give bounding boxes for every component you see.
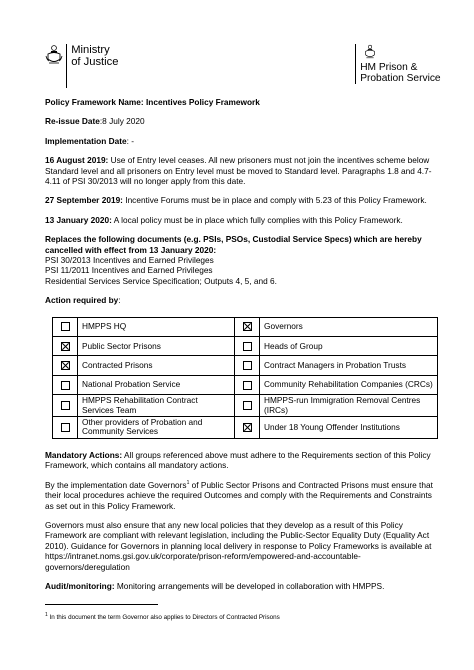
- unchecked-checkbox[interactable]: [61, 322, 70, 331]
- logo-divider: [66, 44, 67, 88]
- recipient-label: Public Sector Prisons: [78, 337, 235, 356]
- policy-name-value: Incentives Policy Framework: [146, 97, 260, 107]
- hmpps-logo-line-1: HM Prison &: [360, 62, 418, 73]
- unchecked-checkbox[interactable]: [243, 381, 252, 390]
- date-text: Incentive Forums must be in place and comply with 5.23 of this Policy Framework.: [125, 195, 427, 206]
- audit-text: Monitoring arrangements will be developed in collaboration with HMPPS.: [114, 580, 385, 591]
- checkbox-cell: [235, 375, 260, 394]
- replaced-document: PSI 11/2011 Incentives and Earned Privileges: [45, 265, 213, 276]
- replaces-heading: Replaces the following documents (e.g. PSIs, PSOs, Custodial Service Specs) which are hereby cancelled with effect from 13 January 2020:: [45, 234, 422, 255]
- action-table-row: [53, 395, 438, 417]
- checkbox-cell: [53, 417, 78, 439]
- action-table-row: [53, 375, 438, 394]
- moj-logo-line-1: Ministry: [71, 44, 110, 56]
- action-required-table: [52, 317, 438, 439]
- reissue-value: :8 July 2020: [99, 116, 145, 127]
- recipient-label: Heads of Group: [260, 337, 438, 356]
- checkbox-cell: [53, 356, 78, 375]
- checked-checkbox[interactable]: [61, 361, 70, 370]
- checkbox-cell: [235, 317, 260, 336]
- action-table-row: [53, 417, 438, 439]
- recipient-label: HMPPS HQ: [78, 317, 235, 336]
- checkbox-cell: [53, 317, 78, 336]
- recipient-label: Contract Managers in Probation Trusts: [260, 356, 438, 375]
- date-entry: [45, 155, 437, 186]
- royal-crest-icon: [363, 44, 377, 60]
- checkbox-cell: [53, 395, 78, 417]
- date-label: 13 January 2020:: [45, 214, 112, 225]
- royal-crest-icon: [45, 44, 63, 66]
- date-label: 16 August 2019:: [45, 155, 109, 166]
- document-body: [45, 97, 437, 591]
- footnote-reference[interactable]: 1: [186, 479, 190, 486]
- date-entry: [45, 215, 437, 225]
- checkbox-cell: [235, 337, 260, 356]
- footnote-divider: [45, 604, 158, 605]
- recipient-label: Under 18 Young Offender Institutions: [260, 417, 438, 439]
- unchecked-checkbox[interactable]: [243, 342, 252, 351]
- policy-name: [45, 97, 437, 107]
- date-entry: [45, 195, 437, 205]
- action-heading: [45, 295, 437, 305]
- hmpps-logo-line-2: Probation Service: [360, 73, 441, 84]
- replaced-document: Residential Services Service Specification; Outputs 4, 5, and 6.: [45, 275, 277, 286]
- recipient-label: HMPPS Rehabilitation Contract Services Team: [78, 395, 235, 417]
- moj-logo: [45, 44, 118, 88]
- recipient-label: Other providers of Probation and Community Services: [78, 417, 235, 439]
- audit-monitoring: [45, 581, 437, 591]
- audit-label: Audit/monitoring:: [45, 580, 115, 591]
- unchecked-checkbox[interactable]: [243, 361, 252, 370]
- governors-paragraph: Governors must also ensure that any new local policies that they develop as a result of this Policy Framework are compliant with relevant legislation, including the Public-Sector Equality Duty (Equality Act 2010). Guidance for Governors in planning local delivery in response to Policy Frameworks is available at https://intranet.noms.gsi.gov.uk/corporate/prison-reform/empowered-and-accountable-governors/deregulation: [45, 519, 432, 572]
- logo-divider: [355, 44, 356, 84]
- implementation-value: : -: [126, 135, 134, 146]
- recipient-label: Community Rehabilitation Companies (CRCs): [260, 375, 438, 394]
- checkbox-cell: [53, 337, 78, 356]
- checkbox-cell: [235, 417, 260, 439]
- implementation-paragraph: [45, 480, 437, 511]
- replaced-document: PSI 30/2013 Incentives and Earned Privileges: [45, 255, 214, 266]
- recipient-label: Contracted Prisons: [78, 356, 235, 375]
- recipient-label: Governors: [260, 317, 438, 336]
- checkbox-cell: [53, 375, 78, 394]
- checked-checkbox[interactable]: [243, 322, 252, 331]
- unchecked-checkbox[interactable]: [61, 381, 70, 390]
- moj-logo-line-2: of Justice: [71, 56, 119, 68]
- unchecked-checkbox[interactable]: [61, 423, 70, 432]
- action-table-row: [53, 337, 438, 356]
- action-heading-colon: :: [118, 295, 121, 306]
- implementation-date: [45, 136, 437, 146]
- policy-name-label: Policy Framework Name:: [45, 97, 144, 107]
- action-heading-label: Action required by: [45, 295, 119, 306]
- date-label: 27 September 2019:: [45, 195, 123, 206]
- action-table-row: [53, 356, 438, 375]
- checked-checkbox[interactable]: [61, 342, 70, 351]
- mandatory-actions: [45, 450, 437, 471]
- recipient-label: National Probation Service: [78, 375, 235, 394]
- reissue-label: Re-issue Date: [45, 116, 100, 127]
- date-text: Use of Entry level ceases. All new prisoners must not join the incentives scheme below Standard level and all prisoners on Entry level must be moved to Standard level. Paragraphs 1.8 and 4.7-4.11 of PSI 30/2013 will no longer apply from this date.: [45, 155, 432, 187]
- footnote: [45, 611, 280, 622]
- checkbox-cell: [235, 356, 260, 375]
- unchecked-checkbox[interactable]: [243, 401, 252, 410]
- reissue-date: [45, 116, 437, 126]
- footnote-mark: 1: [45, 611, 48, 618]
- action-table-row: [53, 317, 438, 336]
- recipient-label: HMPPS-run Immigration Removal Centres (IRCs): [260, 395, 438, 417]
- footnote-text: In this document the term Governor also applies to Directors of Contracted Prisons: [47, 614, 280, 621]
- unchecked-checkbox[interactable]: [61, 401, 70, 410]
- date-text: A local policy must be in place which fully complies with this Policy Framework.: [113, 214, 403, 225]
- mandatory-text: All groups referenced above must adhere to the Requirements section of this Policy Framework, which contains all mandatory actions.: [45, 449, 431, 471]
- checkbox-cell: [235, 395, 260, 417]
- hmpps-logo: [355, 44, 441, 84]
- implementation-text-start: By the implementation date Governors: [45, 479, 187, 490]
- implementation-text-end: of Public Sector Prisons and Contracted Prisons must ensure that their local procedures achieve the required Outcomes and comply with the Requirements and Constraints as set out in this Policy Framework.: [45, 479, 433, 511]
- implementation-label: Implementation Date: [45, 135, 127, 146]
- mandatory-label: Mandatory Actions:: [45, 449, 123, 460]
- checked-checkbox[interactable]: [243, 423, 252, 432]
